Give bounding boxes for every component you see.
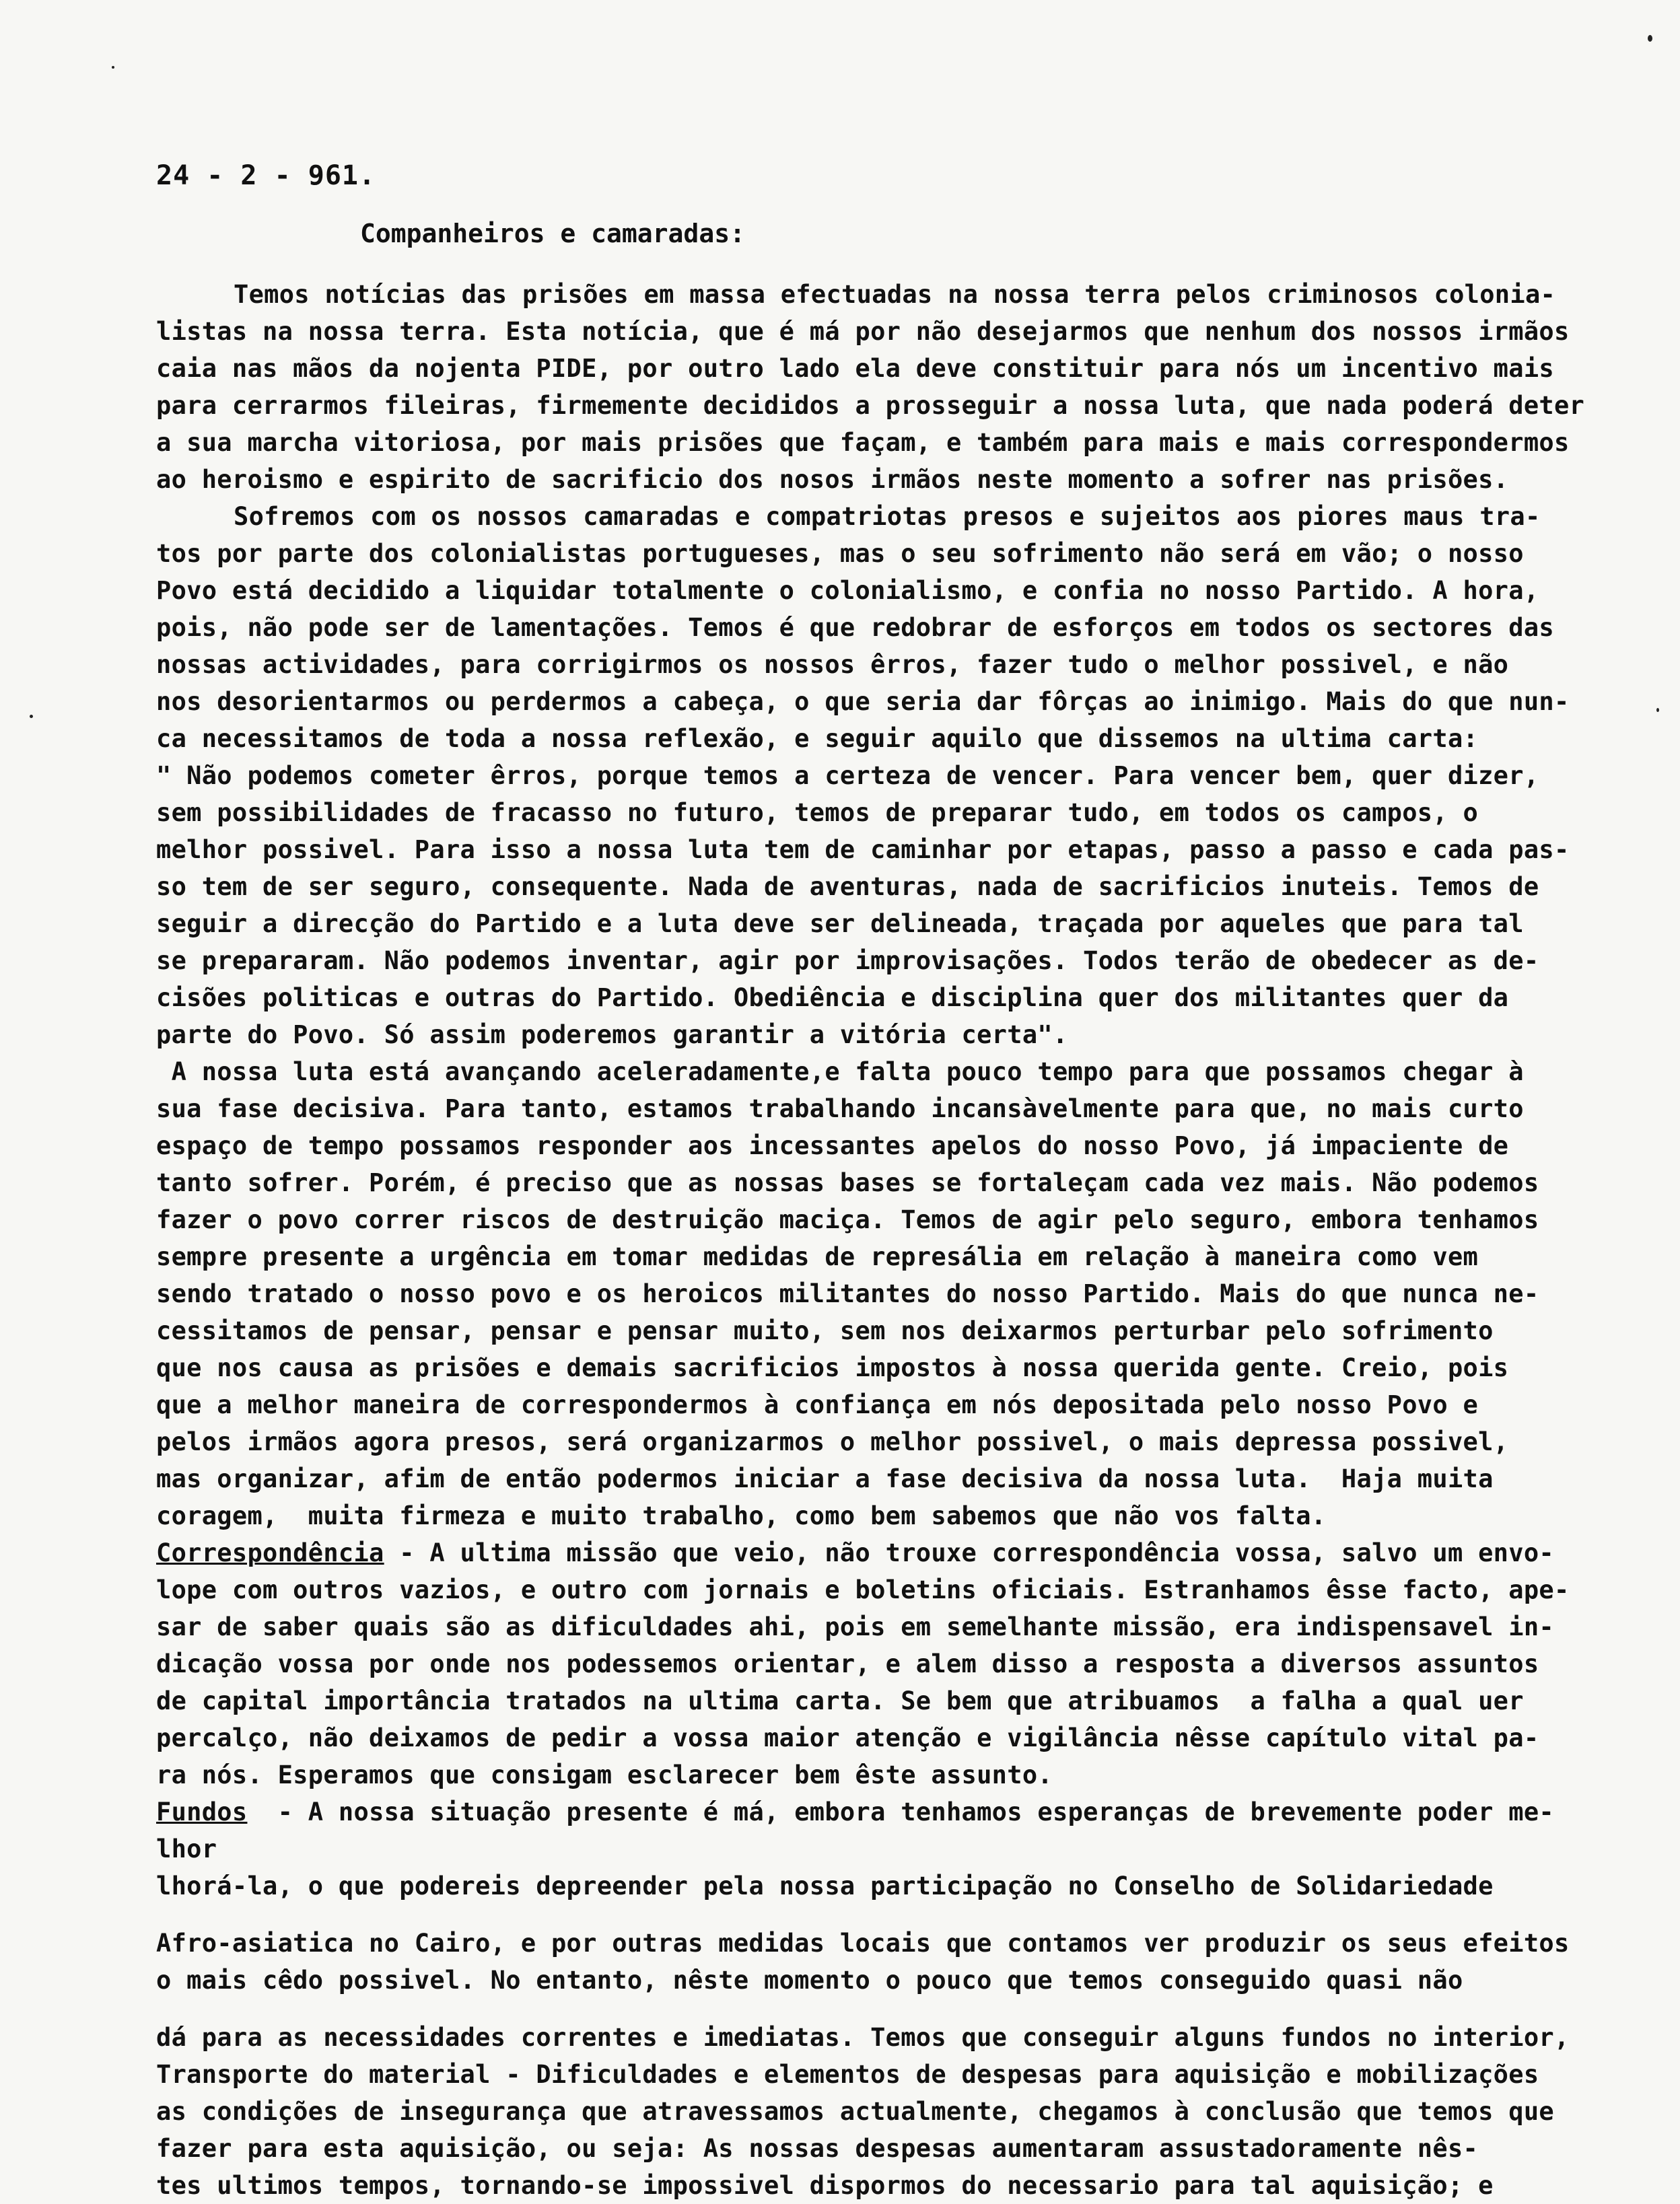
section-heading: Fundos — [156, 1798, 248, 1826]
body-line: mas organizar, afim de então podermos iniciar a fase decisiva da nossa luta. Haja muita — [156, 1464, 1494, 1493]
body-line: fazer para esta aquisição, ou seja: As nossas despesas aumentaram assustadoramente nês- — [156, 2134, 1479, 2163]
body-line: lhor — [156, 1835, 217, 1863]
body-line: Povo está decidido a liquidar totalmente o colonialismo, e confia no nosso Partido. A hora, — [156, 576, 1539, 605]
body-line: Transporte do material - Dificuldades e elementos de despesas para aquisição e mobilizações — [156, 2060, 1539, 2089]
body-line: sendo tratado o nosso povo e os heroicos militantes do nosso Partido. Mais do que nunca ne- — [156, 1279, 1539, 1308]
body-line: que a melhor maneira de correspondermos à confiança em nós depositada pelo nosso Povo e — [156, 1390, 1479, 1419]
body-line: que nos causa as prisões e demais sacrificios impostos à nossa querida gente. Creio, pois — [156, 1353, 1509, 1382]
body-line: se prepararam. Não podemos inventar, agir por improvisações. Todos terão de obedecer as de- — [156, 946, 1539, 975]
scan-speck — [1648, 35, 1652, 42]
body-line: fazer o povo correr riscos de destruição maciça. Temos de agir pelo seguro, embora tenhamos — [156, 1205, 1539, 1234]
letter-date: 24 - 2 - 961. — [156, 160, 376, 191]
body-line: ca necessitamos de toda a nossa reflexão, e seguir aquilo que dissemos na ultima carta: — [156, 724, 1479, 753]
body-line: lope com outros vazios, e outro com jornais e boletins oficiais. Estranhamos êsse facto, ape- — [156, 1575, 1570, 1604]
body-line: de capital importância tratados na ultima carta. Se bem que atribuamos a falha a qual uer — [156, 1686, 1524, 1715]
body-line: as condições de insegurança que atravessamos actualmente, chegamos à conclusão que temos que — [156, 2097, 1554, 2126]
body-line: nossas actividades, para corrigirmos os nossos êrros, fazer tudo o melhor possivel, e não — [156, 650, 1509, 679]
scan-speck — [1656, 708, 1659, 712]
letter-body — [156, 276, 1647, 2204]
body-line: pelos irmãos agora presos, será organizarmos o melhor possivel, o mais depressa possivel, — [156, 1427, 1509, 1456]
body-line: cessitamos de pensar, pensar e pensar muito, sem nos deixarmos perturbar pelo sofrimento — [156, 1316, 1494, 1345]
body-line: dá para as necessidades correntes e imediatas. Temos que conseguir alguns fundos no interior, — [156, 2023, 1570, 2052]
scan-speck — [30, 715, 33, 718]
section-text: - A ultima missão que veio, não trouxe correspondência vossa, salvo um envo- — [384, 1538, 1554, 1567]
body-line: A nossa luta está avançando aceleradamente,e falta pouco tempo para que possamos chegar à — [156, 1057, 1524, 1086]
body-line: caia nas mãos da nojenta PIDE, por outro lado ela deve constituir para nós um incentivo mais — [156, 354, 1554, 383]
body-line: coragem, muita firmeza e muito trabalho, como bem sabemos que não vos falta. — [156, 1501, 1327, 1530]
body-line: " Não podemos cometer êrros, porque temos a certeza de vencer. Para vencer bem, quer dizer, — [156, 761, 1539, 790]
body-line: ao heroismo e espirito de sacrificio dos nosos irmãos neste momento a sofrer nas prisões. — [156, 465, 1509, 494]
body-line: so tem de ser seguro, consequente. Nada de aventuras, nada de sacrificios inuteis. Temos de — [156, 872, 1539, 901]
body-line: o mais cêdo possivel. No entanto, nêste momento o pouco que temos conseguido quasi não — [156, 1966, 1463, 1995]
body-line — [156, 1793, 1647, 1830]
body-line: ra nós. Esperamos que consigam esclarecer bem êste assunto. — [156, 1761, 1053, 1789]
body-line: tos por parte dos colonialistas portugueses, mas o seu sofrimento não será em vão; o nosso — [156, 539, 1524, 568]
body-line: pois, não pode ser de lamentações. Temos é que redobrar de esforços em todos os sectores das — [156, 613, 1554, 642]
body-line: cisões politicas e outras do Partido. Obediência e disciplina quer dos militantes quer da — [156, 983, 1509, 1012]
body-line: tes ultimos tempos, tornando-se impossivel dispormos do necessario para tal aquisição; e — [156, 2171, 1494, 2200]
body-line: para cerrarmos fileiras, firmemente decididos a prosseguir a nossa luta, que nada poderá deter — [156, 391, 1585, 420]
body-line: melhor possivel. Para isso a nossa luta tem de caminhar por etapas, passo a passo e cada pas- — [156, 835, 1570, 864]
body-line: sua fase decisiva. Para tanto, estamos trabalhando incansàvelmente para que, no mais curto — [156, 1094, 1524, 1123]
body-line: tanto sofrer. Porém, é preciso que as nossas bases se fortaleçam cada vez mais. Não podemos — [156, 1168, 1539, 1197]
body-line: nos desorientarmos ou perdermos a cabeça, o que seria dar fôrças ao inimigo. Mais do que nun- — [156, 687, 1570, 716]
letter-salutation: Companheiros e camaradas: — [360, 219, 745, 248]
body-line: seguir a direcção do Partido e a luta deve ser delineada, traçada por aqueles que para tal — [156, 909, 1524, 938]
body-line: Temos notícias das prisões em massa efectuadas na nossa terra pelos criminosos colonia- — [234, 280, 1556, 309]
body-line: sem possibilidades de fracasso no futuro, temos de preparar tudo, em todos os campos, o — [156, 798, 1479, 827]
body-line: Sofremos com os nossos camaradas e compatriotas presos e sujeitos aos piores maus tra- — [234, 502, 1541, 531]
section-text: - A nossa situação presente é má, embora tenhamos esperanças de brevemente poder me- — [247, 1798, 1554, 1826]
body-line: sar de saber quais são as dificuldades ahi, pois em semelhante missão, era indispensavel in- — [156, 1612, 1554, 1641]
body-line: dicação vossa por onde nos podessemos orientar, e alem disso a resposta a diversos assuntos — [156, 1649, 1539, 1678]
body-line: Afro-asiatica no Cairo, e por outras medidas locais que contamos ver produzir os seus efeitos — [156, 1929, 1570, 1958]
body-line: parte do Povo. Só assim poderemos garantir a vitória certa". — [156, 1020, 1068, 1049]
scan-speck — [112, 66, 114, 69]
body-line: listas na nossa terra. Esta notícia, que é má por não desejarmos que nenhum dos nossos irmãos — [156, 317, 1570, 346]
body-line: a sua marcha vitoriosa, por mais prisões que façam, e também para mais e mais correspondermos — [156, 428, 1570, 457]
body-line: lhorá-la, o que podereis depreender pela nossa participação no Conselho de Solidariedade — [156, 1872, 1494, 1900]
section-heading: Correspondência — [156, 1538, 384, 1567]
body-line: sempre presente a urgência em tomar medidas de represália em relação à maneira como vem — [156, 1242, 1479, 1271]
body-line: percalço, não deixamos de pedir a vossa maior atenção e vigilância nêsse capítulo vital pa- — [156, 1723, 1539, 1752]
body-line: espaço de tempo possamos responder aos incessantes apelos do nosso Povo, já impaciente de — [156, 1131, 1509, 1160]
body-line — [156, 1534, 1647, 1571]
